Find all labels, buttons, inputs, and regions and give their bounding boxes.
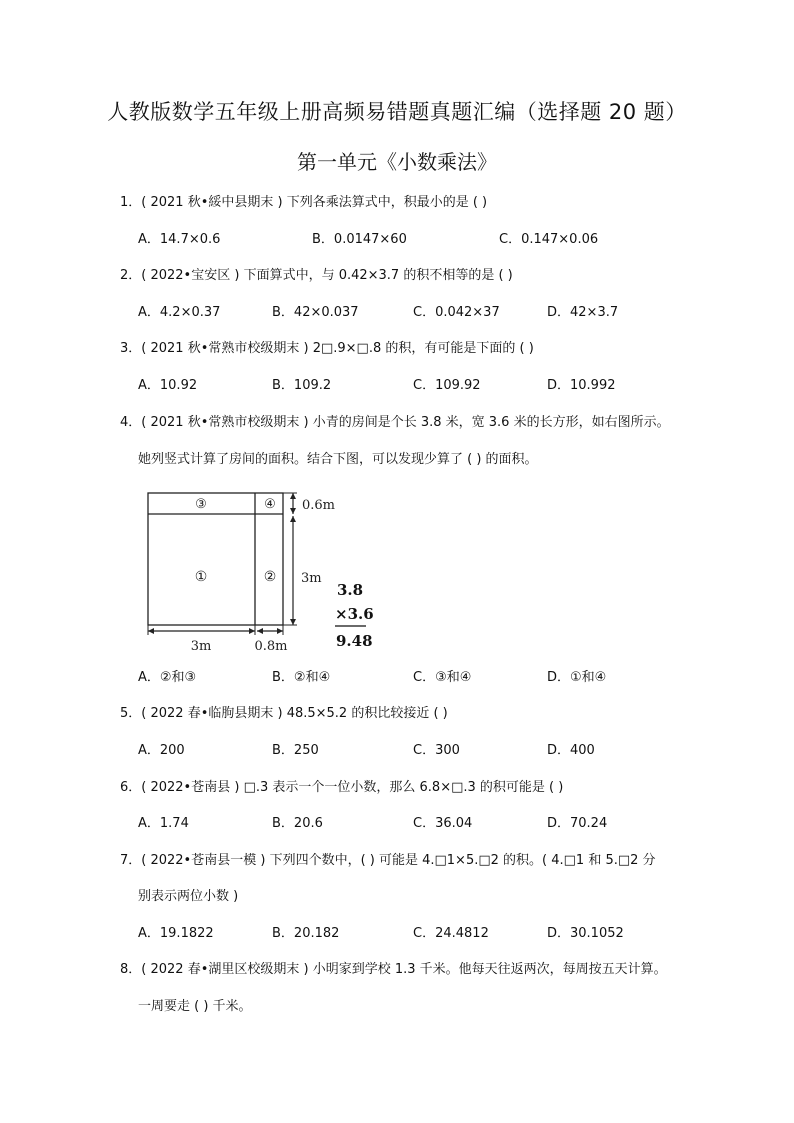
- arrowhead-icon: [249, 628, 255, 634]
- q5-option-d[interactable]: D．400: [547, 743, 595, 758]
- document-subtitle: 第一单元《小数乘法》: [297, 150, 497, 174]
- calc-line-1: 3.8: [337, 581, 364, 599]
- question-5: 5．( 2022 春•临朐县期末 ) 48.5×5.2 的积比较接近 ( ): [120, 706, 448, 721]
- arrowhead-icon: [257, 628, 263, 634]
- q6-option-b[interactable]: B．20.6: [272, 816, 323, 831]
- q4-option-d[interactable]: D．①和④: [547, 670, 607, 685]
- q3-option-c[interactable]: C．109.92: [413, 378, 481, 393]
- q5-option-a[interactable]: A．200: [138, 743, 185, 758]
- room-area-diagram: [140, 484, 380, 656]
- q6-option-d[interactable]: D．70.24: [547, 816, 608, 831]
- region-label-2: ②: [263, 569, 277, 585]
- dim-label-3m-vertical: 3m: [301, 571, 322, 586]
- q1-option-c[interactable]: C．0.147×0.06: [499, 232, 599, 247]
- q7-option-b[interactable]: B．20.182: [272, 926, 340, 941]
- q7-option-c[interactable]: C．24.4812: [413, 926, 489, 941]
- calc-result: 9.48: [336, 632, 373, 650]
- question-6: 6．( 2022•苍南县 ) □.3 表示一个一位小数，那么 6.8×□.3 的积可能是 ( ): [120, 780, 564, 795]
- region-label-1: ①: [194, 569, 208, 585]
- question-2: 2．( 2022•宝安区 ) 下面算式中，与 0.42×3.7 的积不相等的是 ( ): [120, 268, 513, 283]
- q6-option-c[interactable]: C．36.04: [413, 816, 473, 831]
- dim-label-0.6m: 0.6m: [302, 498, 336, 513]
- arrowhead-icon: [290, 493, 296, 499]
- q6-option-a[interactable]: A．1.74: [138, 816, 189, 831]
- q2-option-a[interactable]: A．4.2×0.37: [138, 305, 221, 320]
- q5-option-b[interactable]: B．250: [272, 743, 319, 758]
- region-label-3: ③: [195, 497, 207, 512]
- dim-label-0.8m: 0.8m: [254, 639, 288, 654]
- q5-option-c[interactable]: C．300: [413, 743, 460, 758]
- q3-option-d[interactable]: D．10.992: [547, 378, 616, 393]
- q2-option-c[interactable]: C．0.042×37: [413, 305, 500, 320]
- room-rectangle: [148, 493, 283, 625]
- arrowhead-icon: [148, 628, 154, 634]
- document-title: 人教版数学五年级上册高频易错题真题汇编（选择题 20 题）: [107, 100, 687, 124]
- q3-option-b[interactable]: B．109.2: [272, 378, 332, 393]
- arrowhead-icon: [277, 628, 283, 634]
- q1-option-a[interactable]: A．14.7×0.6: [138, 232, 221, 247]
- question-4-line-2: 她列竖式计算了房间的面积。结合下图，可以发现少算了 ( ) 的面积。: [138, 452, 538, 467]
- q4-option-b[interactable]: B．②和④: [272, 670, 331, 685]
- question-7-line-2: 别表示两位小数 ): [138, 889, 239, 904]
- arrowhead-icon: [290, 619, 296, 625]
- q2-option-d[interactable]: D．42×3.7: [547, 305, 619, 320]
- q7-option-d[interactable]: D．30.1052: [547, 926, 624, 941]
- q7-option-a[interactable]: A．19.1822: [138, 926, 214, 941]
- question-1: 1．( 2021 秋•綏中县期末 ) 下列各乘法算式中，积最小的是 ( ): [120, 195, 488, 210]
- calc-line-2: ×3.6: [335, 605, 374, 623]
- question-8: 8．( 2022 春•湖里区校级期末 ) 小明家到学校 1.3 千米。他每天往返两次，每周按五天计算。: [120, 962, 667, 977]
- question-8-line-2: 一周要走 ( ) 千米。: [138, 999, 252, 1014]
- dim-label-3m-horizontal: 3m: [190, 639, 212, 654]
- q2-option-b[interactable]: B．42×0.037: [272, 305, 359, 320]
- question-3: 3．( 2021 秋•常熟市校级期末 ) 2□.9×□.8 的积，有可能是下面的 ( ): [120, 341, 534, 356]
- arrowhead-icon: [290, 516, 296, 522]
- q4-option-a[interactable]: A．②和③: [138, 670, 197, 685]
- question-7: 7．( 2022•苍南县一模 ) 下列四个数中，( ) 可能是 4.□1×5.□2 的积。( 4.□1 和 5.□2 分: [120, 853, 656, 868]
- q1-option-b[interactable]: B．0.0147×60: [312, 232, 407, 247]
- arrowhead-icon: [290, 508, 296, 514]
- region-label-4: ④: [264, 497, 276, 512]
- question-4: 4．( 2021 秋•常熟市校级期末 ) 小青的房间是个长 3.8 米，宽 3.6 米的长方形，如右图所示。: [120, 415, 670, 430]
- q3-option-a[interactable]: A．10.92: [138, 378, 198, 393]
- q4-option-c[interactable]: C．③和④: [413, 670, 472, 685]
